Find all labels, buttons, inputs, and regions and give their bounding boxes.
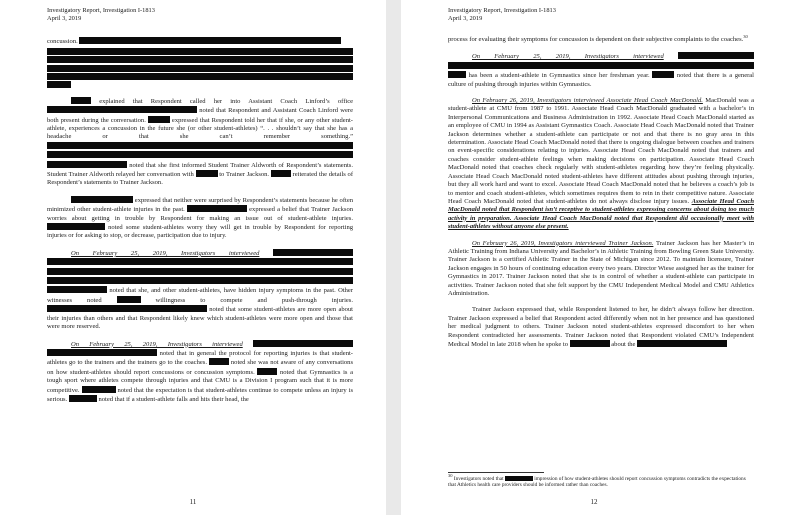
paragraph: process for evaluating their symptoms for concussion is dependent on their subjective complaints to the coaches.$^{30}$ [448,33,748,43]
redaction [47,56,353,63]
paragraph: On February 26, 2019, Investigators interviewed Associate Head Coach MacDonald. MacDonald was a student-athlete at CMU from 1987 to 1991. Associate Head Coach MacDonald graduated with a bachelor’s in Interpersonal Communications and Business Administration in 1992. Associate Head Coach MacDonald started as an employee of CMU in 1994 as Assistant Gymnastics Coach. Associate Head Coach MacDonald noted that Trainer Jackson determines whether a student-athlete can participate or not and that there is no gray area in this determination. Associate Head Coach MacDonald noted that there is ongoing dialogue between coaches and trainers on event-specific considerations relating to injuries. Associate Head Coach MacDonald noted that trainers and coaches consider student-athlete feelings when making decisions on participation. Associate Head Coach MacDonald noted that coaches check regularly with student-athletes regarding how they’re feeling physically. Associate Head Coach MacDonald noted student-athletes have different attitudes about pushing through injuries, but they all work hard and want to excel. Associate Head Coach MacDonald noted that he believes a coach’s job is to mentor and coach student-athletes, which sometimes requires them to rein in their competitive nature. Associate Head Coach MacDonald noted that student-athletes do not always disclose injury issues. Associate Head Coach MacDonald noted that Respondent isn’t receptive to student-athletes expressing concerns about doing too much activity in preparation. Associate Head Coach MacDonald noted that Respondent did occasionally meet with student-athletes without anyone else present. [448,97,754,231]
redaction [117,296,141,303]
report-date: April 3, 2019 [47,14,82,22]
redaction [47,48,353,55]
redaction [47,142,353,149]
paragraph: expressed that neither were surprised by Respondent’s statements because he often minimized other student-athlete injuries in the past. expressed a belief that Trainer Jackson worries about getting in trouble by Respondent for making an issue out of student-athlete injuries. noted some student-athletes worry they will get in trouble by Respondent for reporting injuries or for asking to stop, or decrease, participation due to injury. [47,196,353,240]
paragraph: concussion. [47,37,353,91]
redaction [47,349,157,356]
page-12 [401,0,787,515]
redaction [79,37,341,44]
footnote: $^{30}$ Investigators noted that impression of how student-athletes should report concussion symptoms contradicts the expectations that Athletics health care providers should be informed rather than coaches. [448,473,746,489]
redaction [47,73,353,80]
paragraph: Trainer Jackson expressed that, while Respondent listened to her, he didn’t always follow her direction. Trainer Jackson expressed a belief that Respondent acted differently when not in her presence and has questioned her medical judgment to others. Trainer Jackson noted student-athletes expressed discomfort to her when Respondent contradicted her assessments. Trainer Jackson noted that Respondent violated CMU’s Independent Medical Model in late 2018 when he spoke to about the [448,306,754,348]
redaction [71,97,91,104]
page-number: 12 [590,498,598,506]
redaction [273,249,353,256]
redaction [47,106,197,113]
paragraph: explained that Respondent called her into Assistant Coach Linford’s office noted that Respondent and Assistant Coach Linford were both present during the conversation. expressed that Respondent told her that if she, or any other student-athlete, experiences a concussion in the future she (or other student-athletes) “. . . shouldn’t say that she has a headache or that she can’t remember something.” noted that she first informed Student Trainer Aldworth of Respondent’s statements. Student Trainer Aldworth relayed her conversation with to Trainer Jackson. reiterated the details of Respondent’s statements to Trainer Jackson. [47,97,354,187]
report-title: Investigatory Report, Investigation I-1813 [47,7,155,14]
redaction [448,71,466,78]
redaction [69,395,97,402]
redaction [47,258,353,265]
page-header [448,7,556,22]
redaction [47,286,107,293]
redaction [82,386,116,393]
redaction [257,368,277,375]
page-header [47,7,155,22]
paragraph: On February 26, 2019, Investigators interviewed Trainer Jackson. Trainer Jackson has her Master’s in Athletic Training from Indiana University and Bachelor’s in Athletic Training from Bowling Green State University. Trainer Jackson is a certified Athletic Trainer in the State of Michigan since 2012. To maintain licensure, Trainer Jackson engages in 50 hours of continuing education every two years. Director Wiese assigned her as the trainer for Gymnastics in 2017. Trainer Jackson noted that she is in control of whether a student-athlete can participate in activities. Trainer Jackson noted that she felt support by the CMU Independent Medical Model and CMU Athletics Administration. [448,239,754,297]
page-12-body [448,33,755,357]
redaction [209,358,229,365]
redaction [47,65,353,72]
redaction [47,161,127,168]
redaction [47,268,353,275]
redaction [448,62,754,69]
redaction [196,170,218,177]
redaction [148,116,170,123]
redaction [271,170,291,177]
paragraph: On February 25, 2019, Investigators interviewed noted that she, and other student-athletes, have hidden injury symptoms in the past. Other witnesses noted willingness to compete and push-through injuries. noted that some student-athletes are more open about their injuries than others and that Respondent likely knew which student-athletes were more open and those that were more reserved. [47,249,354,331]
paragraph: On February 25, 2019, Investigators interviewed noted that in general the protocol for reporting injuries is that student-athletes go to the trainers and the trainers go to the coaches. noted she was not aware of any conversations on how student-athletes should report concussions or concussion symptoms. noted that Gymnastics is a tough sport where athletes compete through injuries and that CMU is a Division I program such that it is more competitive. noted that the expectation is that student-athletes continue to compete unless an injury is serious. noted that if a student-athlete falls and hits their head, the [47,340,353,403]
page-11-body [47,37,353,412]
redaction [570,340,610,347]
redaction [47,277,353,284]
redaction [637,340,727,347]
redaction [47,305,207,312]
paragraph: On February 25, 2019, Investigators interviewed has been a student-athlete in Gymnastics since her freshman year. noted that there is a general culture of pushing through injuries within Gymnastics. [448,53,755,88]
redaction [253,340,353,347]
redaction [47,223,105,230]
redaction [652,71,674,78]
page-11 [0,0,386,515]
redaction [47,81,71,88]
redaction [505,476,533,481]
redaction [187,205,247,212]
redaction [71,196,133,203]
footnote-ref[interactable]: 30 [743,33,748,39]
report-date: April 3, 2019 [448,14,483,22]
redaction [678,52,754,59]
footnote-divider [448,472,544,473]
report-title: Investigatory Report, Investigation I-1813 [448,7,556,14]
redaction [47,151,353,158]
page-number: 11 [189,498,197,506]
